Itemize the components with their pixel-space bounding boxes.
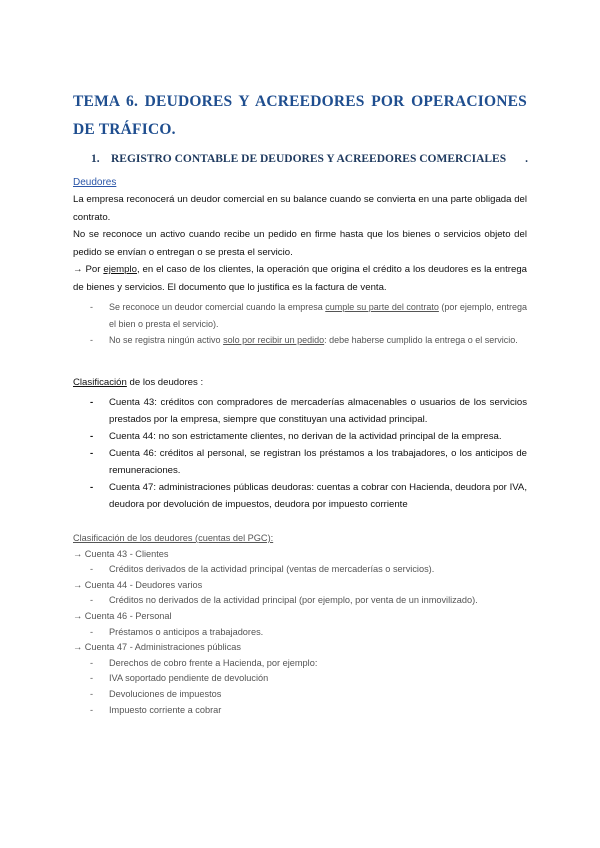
section-heading [91, 151, 528, 167]
clasificacion-label [73, 374, 527, 392]
clasificacion-block [73, 374, 527, 513]
section-trailing: . [525, 153, 528, 165]
list-item [73, 703, 527, 719]
page-title: TEMA 6. DEUDORES Y ACREEDORES POR OPERACIONES DE TRÁFICO. [73, 93, 527, 138]
bullet-underlined: cumple su parte del contrato [325, 302, 439, 312]
item-text: Créditos no derivados de la actividad principal (por ejemplo, por venta de un inmovilizado). [109, 595, 478, 606]
item-text: Derechos de cobro frente a Hacienda, por ejemplo: [109, 657, 318, 668]
clasificacion-list [73, 394, 527, 513]
dash-marker: - [90, 657, 94, 668]
dash-marker: - [90, 704, 94, 715]
item-text: IVA soportado pendiente de devolución [109, 673, 269, 684]
item-text: Cuenta 44: no son estrictamente clientes, no derivan de la actividad principal de la empresa. [109, 430, 502, 442]
dash-marker: - [90, 673, 94, 684]
bullet-text: (por ejemplo, entrega el bien o presta el servicio). [109, 302, 527, 329]
item-text: Cuenta 46: créditos al personal, se registran los préstamos a los trabajadores, o los anticipos de remuneraciones. [109, 447, 527, 476]
outline-group-title: → Cuenta 44 - Deudores varios [73, 579, 203, 590]
dash-marker: - [90, 688, 94, 699]
deudores-paragraph-1: La empresa reconocerá un deudor comercial en su balance cuando se convierta en una parte obligada del contrato. [73, 194, 527, 223]
example-rest: , en el caso de los clientes, la operación que origina el crédito a los deudores es la entrega de bienes y servicios. El documento que lo justifica es la factura de venta. [73, 264, 528, 293]
list-item [73, 332, 527, 349]
item-text: Cuenta 43: créditos con compradores de mercaderías almacenables o usuarios de los servicios prestados por la empresa, siempre que constituyan una actividad principal. [109, 396, 527, 425]
example-prefix: → Por [73, 264, 104, 275]
outline-group-title: → Cuenta 47 - Administraciones públicas [73, 642, 242, 653]
outline-heading: Clasificación de los deudores (cuentas del PGC): [73, 533, 274, 543]
list-item [73, 299, 527, 332]
list-item [73, 671, 527, 687]
bullet-underlined: solo por recibir un pedido [223, 335, 325, 345]
outline-group-list [73, 562, 527, 578]
list-item [73, 445, 527, 479]
list-item [73, 479, 527, 513]
clasificacion-label-rest: de los deudores : [126, 377, 204, 388]
dash-marker: - [90, 335, 93, 345]
deudores-heading: Deudores [73, 177, 117, 188]
clasificacion-label-underlined: Clasificación [73, 377, 127, 388]
outline-group-list [73, 656, 527, 718]
dash-marker: - [90, 430, 94, 442]
section-number: 1. [91, 153, 100, 165]
deudores-paragraph-2: No se reconoce un activo cuando recibe un pedido en firme hasta que los bienes o servicios objeto del pedido se envían o entregan o se presta el servicio. [73, 229, 527, 258]
list-item [73, 625, 527, 641]
item-text: Préstamos o anticipos a trabajadores. [109, 626, 264, 637]
item-text: Créditos derivados de la actividad principal (ventas de mercaderías o servicios). [109, 564, 435, 575]
list-item [73, 428, 527, 445]
list-item [73, 562, 527, 578]
dash-marker: - [90, 626, 94, 637]
dash-marker: - [90, 302, 93, 312]
list-item [73, 394, 527, 428]
section-title: REGISTRO CONTABLE DE DEUDORES Y ACREEDORES COMERCIALES [111, 153, 507, 165]
deudores-paragraph-3 [73, 261, 527, 296]
deudores-bullets [73, 299, 527, 349]
bullet-text: : debe haberse cumplido la entrega o el servicio. [324, 335, 518, 345]
bullet-text: No se registra ningún activo [109, 335, 224, 345]
item-text: Impuesto corriente a cobrar [109, 704, 222, 715]
item-text: Devoluciones de impuestos [109, 688, 222, 699]
list-item [73, 593, 527, 609]
outline-group-title: → Cuenta 43 - Clientes [73, 548, 169, 559]
dash-marker: - [90, 396, 94, 408]
bullet-text: Se reconoce un deudor comercial cuando la empresa [109, 302, 326, 312]
dash-marker: - [90, 564, 94, 575]
outline-group-title: → Cuenta 46 - Personal [73, 610, 172, 621]
outline-block [73, 531, 527, 718]
dash-marker: - [90, 447, 94, 459]
dash-marker: - [90, 595, 94, 606]
list-item [73, 687, 527, 703]
list-item [73, 656, 527, 672]
dash-marker: - [90, 481, 94, 493]
outline-group-list [73, 593, 527, 609]
example-underlined: ejemplo [103, 264, 137, 275]
deudores-block [73, 175, 527, 349]
item-text: Cuenta 47: administraciones públicas deudoras: cuentas a cobrar con Hacienda, deudora por IVA, deudora por devolución de impuestos, deudora por impuesto corriente [109, 481, 527, 510]
outline-group-list [73, 625, 527, 641]
